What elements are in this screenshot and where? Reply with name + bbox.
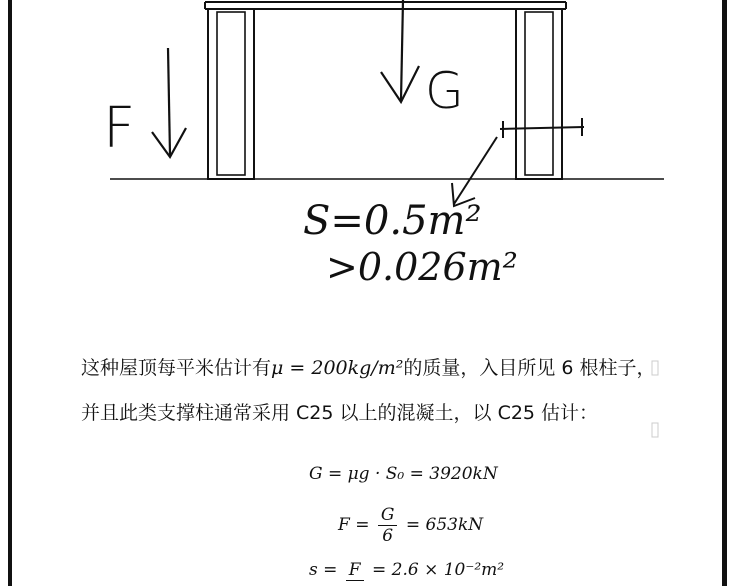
line1-prefix: 这种屋顶每平米估计有: [81, 357, 272, 379]
force-denominator: 6: [382, 526, 394, 546]
comparison-label: >0.026m²: [326, 245, 518, 289]
force-numerator: G: [378, 505, 398, 526]
gravity-label: G: [425, 62, 464, 120]
description-line-2: 并且此类支撑柱通常采用 C25 以上的混凝土，以 C25 估计：: [81, 402, 599, 424]
gravity-arrow: [381, 0, 419, 102]
area-label: S=0.5m²: [303, 198, 482, 244]
area-formula: [309, 560, 504, 581]
force-lhs: F =: [338, 515, 370, 535]
left-column: [208, 9, 254, 179]
line1-suffix: 的质量，入目所见 6 根柱子，: [403, 357, 656, 379]
right-column: [516, 9, 562, 179]
section-dimension: [500, 118, 584, 138]
force-formula: [338, 505, 483, 546]
area-pointer-arrow: [452, 137, 497, 206]
edge-mark: [652, 423, 658, 437]
area-lhs: s =: [309, 560, 338, 580]
force-arrow: [152, 48, 186, 157]
force-label: F: [103, 96, 136, 161]
roof-slab: [205, 2, 566, 9]
force-fraction: [378, 505, 398, 546]
description-line-1: [81, 353, 656, 380]
line1-math: μ = 200kg/m²: [271, 357, 404, 379]
area-rhs: = 2.6 × 10⁻²m²: [371, 560, 505, 580]
gravity-formula: G = μg · S₀ = 3920kN: [309, 464, 498, 484]
force-rhs: = 653kN: [405, 515, 484, 535]
area-numerator: F: [346, 560, 364, 581]
area-fraction: [346, 560, 364, 581]
